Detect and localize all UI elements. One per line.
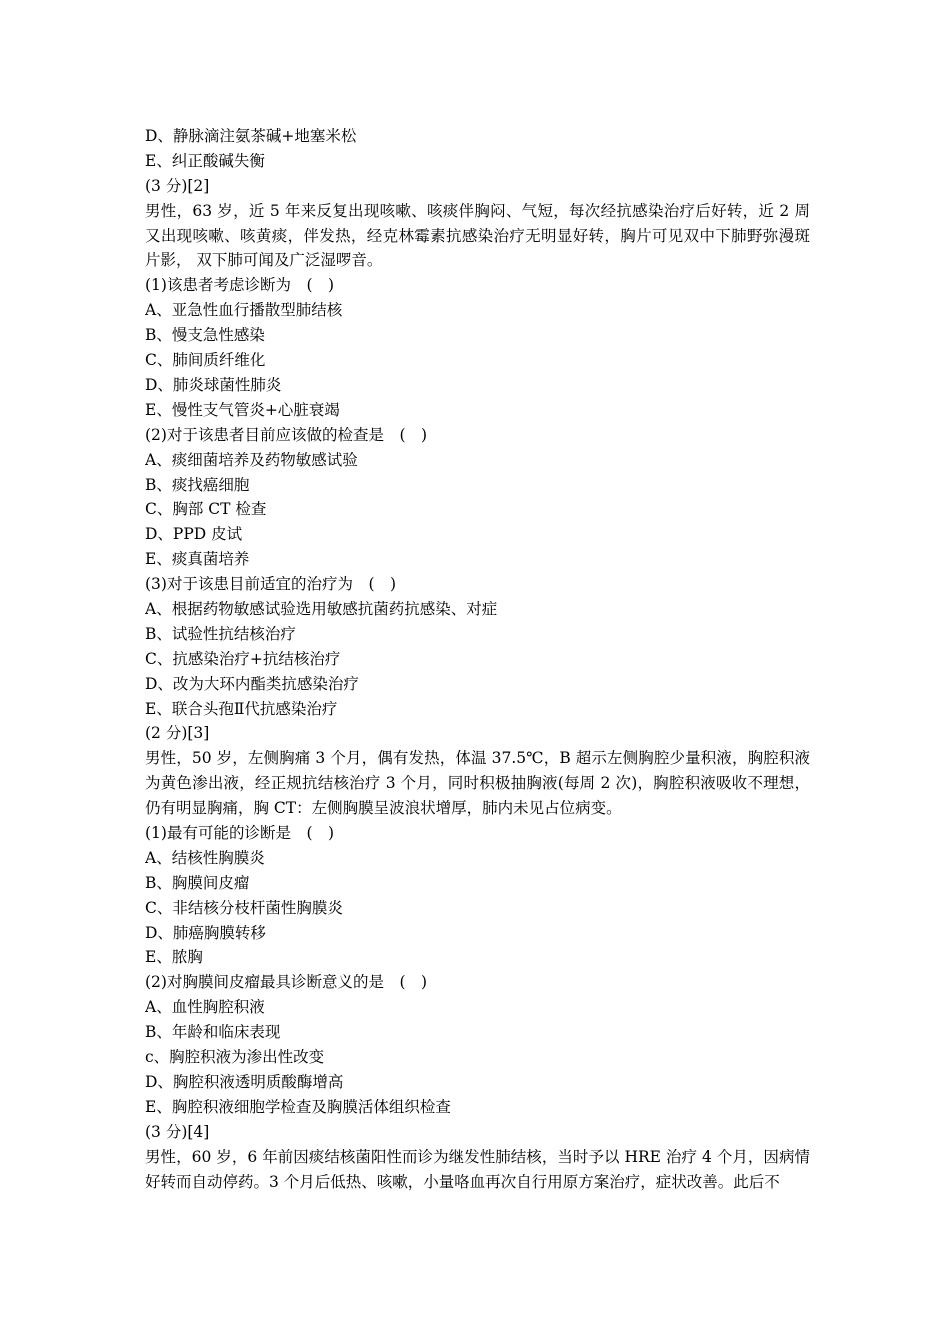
answer-option: D、静脉滴注氨茶碱+地塞米松 xyxy=(145,127,357,145)
answer-option: E、纠正酸碱失衡 xyxy=(145,151,265,170)
answer-option: A、痰细菌培养及药物敏感试验 xyxy=(145,450,358,469)
question-text: (2)对胸膜间皮瘤最具诊断意义的是 ( ) xyxy=(145,973,428,992)
answer-option: E、胸腔积液细胞学检查及胸膜活体组织检查 xyxy=(145,1097,451,1116)
answer-option: B、年龄和临床表现 xyxy=(145,1023,281,1042)
answer-option: A、亚急性血行播散型肺结核 xyxy=(145,301,343,320)
answer-option: C、肺间质纤维化 xyxy=(145,351,266,370)
question-text: (3)对于该患目前适宜的治疗为 ( ) xyxy=(145,575,397,594)
score-heading: (3 分)[4] xyxy=(145,1122,210,1141)
answer-option: A、根据药物敏感试验选用敏感抗菌药抗感染、对症 xyxy=(145,599,498,618)
answer-option: B、痰找癌细胞 xyxy=(145,475,250,494)
question-text: (1)最有可能的诊断是 ( ) xyxy=(145,824,335,843)
answer-option: C、抗感染治疗+抗结核治疗 xyxy=(145,649,341,668)
score-heading: (2 分)[3] xyxy=(145,724,210,743)
answer-option: D、肺癌胸膜转移 xyxy=(145,923,266,942)
question-text: (1)该患者考虑诊断为 ( ) xyxy=(145,276,335,295)
answer-option: B、胸膜间皮瘤 xyxy=(145,873,250,892)
answer-option: c、胸腔积液为渗出性改变 xyxy=(145,1048,325,1067)
answer-option: C、非结核分枝杆菌性胸膜炎 xyxy=(145,898,343,917)
answer-option: E、慢性支气管炎+心脏衰竭 xyxy=(145,400,340,419)
case-description: 男性，60 岁，6 年前因痰结核菌阳性而诊为继发性肺结核，当时予以 HRE 治疗 4 个月，因病情好转而自动停药。3 个月后低热、咳嗽，小量咯血再次自行用原方案治疗，症状改善。此后不 xyxy=(145,1147,810,1191)
answer-option: E、脓胸 xyxy=(145,948,203,967)
score-heading: (3 分)[2] xyxy=(145,176,210,195)
answer-option: B、慢支急性感染 xyxy=(145,326,265,345)
case-description: 男性，63 岁，近 5 年来反复出现咳嗽、咳痰伴胸闷、气短，每次经抗感染治疗后好转，近 2 周又出现咳嗽、咳黄痰，伴发热，经克林霉素抗感染治疗无明显好转，胸片可见双中下肺野弥漫斑片影， 双下肺可闻及广泛湿啰音。 xyxy=(145,201,810,270)
answer-option: A、结核性胸膜炎 xyxy=(145,848,265,867)
case-description: 男性，50 岁，左侧胸痛 3 个月，偶有发热，体温 37.5℃，B 超示左侧胸腔少量积液，胸腔积液为黄色渗出液，经正规抗结核治疗 3 个月，同时积极抽胸液(每周 2 次)，胸腔积液吸收不理想，仍有明显胸痛，胸 CT：左侧胸膜呈波浪状增厚，肺内未见占位病变。 xyxy=(145,749,810,818)
answer-option: E、痰真菌培养 xyxy=(145,550,250,569)
question-text: (2)对于该患者目前应该做的检查是 ( ) xyxy=(145,425,428,444)
answer-option: E、联合头孢Ⅱ代抗感染治疗 xyxy=(145,699,338,718)
answer-option: C、胸部 CT 检查 xyxy=(145,500,267,519)
answer-option: D、肺炎球菌性肺炎 xyxy=(145,375,282,394)
document-page xyxy=(145,124,810,1194)
answer-option: B、试验性抗结核治疗 xyxy=(145,624,296,643)
answer-option: D、胸腔积液透明质酸酶增高 xyxy=(145,1072,344,1091)
answer-option: D、PPD 皮试 xyxy=(145,525,243,544)
answer-option: A、血性胸腔积液 xyxy=(145,998,265,1017)
answer-option: D、改为大环内酯类抗感染治疗 xyxy=(145,674,359,693)
